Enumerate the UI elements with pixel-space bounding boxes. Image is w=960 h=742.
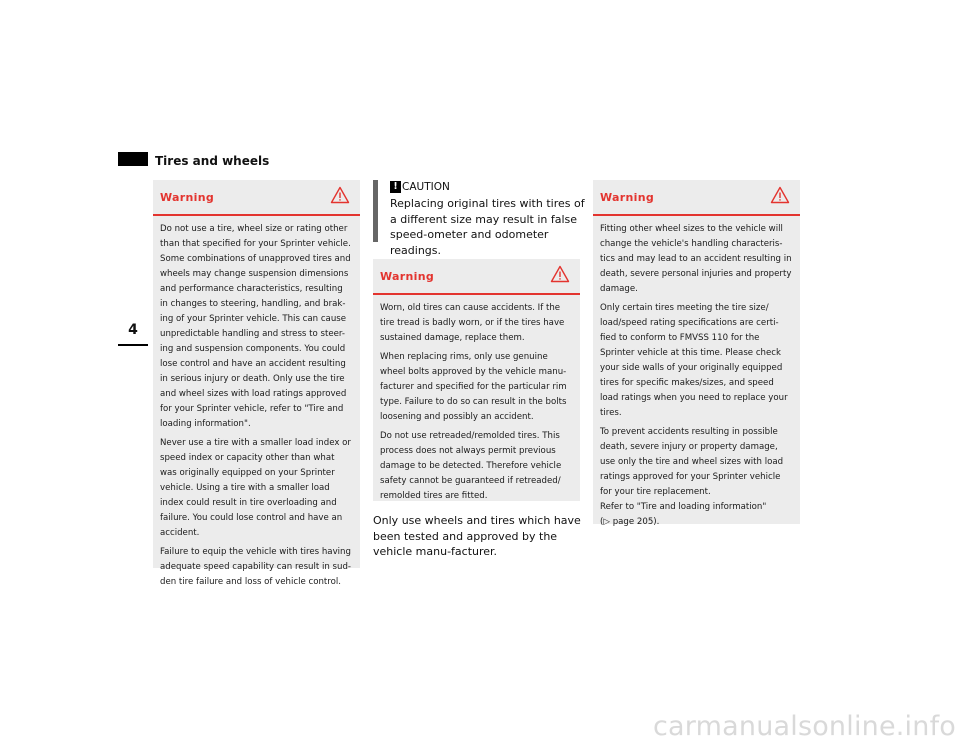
page-title: Tires and wheels bbox=[155, 154, 270, 168]
warning-triangle-icon bbox=[770, 186, 790, 204]
page-reference-link[interactable]: (▷ page 205). bbox=[600, 517, 660, 527]
warning-title: Warning bbox=[600, 191, 654, 204]
warning-triangle-icon bbox=[330, 186, 350, 204]
warning-box-worn-tires bbox=[373, 259, 580, 501]
caution-header bbox=[390, 180, 450, 194]
warning-paragraph: Do not use a tire, wheel size or rating other than that specified for your Sprinter vehicle. Some combinations of unapproved tires and wheels may change suspension dimensions and performance characteristics, resulting in changes to steering, handling, and brak-ing of your Sprinter vehicle. This can cause unpredictable handling and stress to steer-ing and suspension components. You could lose control and have an accident resulting in serious injury or death. Only use the tire and wheel sizes with load ratings approved for your Sprinter vehicle, refer to "Tire and loading information". bbox=[160, 224, 351, 429]
warning-header bbox=[593, 180, 800, 216]
warning-header bbox=[153, 180, 360, 216]
caution-text: Replacing original tires with tires of a different size may result in false speed-ometer and odometer readings. bbox=[390, 197, 585, 257]
body-paragraph: Only use wheels and tires which have been tested and approved by the vehicle manu-facturer. bbox=[373, 514, 581, 558]
caution-label: CAUTION bbox=[402, 181, 450, 193]
chapter-number: 4 bbox=[128, 322, 138, 338]
warning-header bbox=[373, 259, 580, 295]
warning-paragraph: Worn, old tires can cause accidents. If the tire tread is badly worn, or if the tires have sustained damage, replace them. bbox=[380, 303, 565, 343]
warning-box-tire-size bbox=[153, 180, 360, 587]
warning-paragraph: To prevent accidents resulting in possible death, severe injury or property damage, use only the tire and wheel sizes with load ratings approved for your Sprinter vehicle for your tire replacement. bbox=[600, 427, 784, 497]
watermark: carmanualsonline.info bbox=[653, 711, 956, 742]
warning-paragraph: Only certain tires meeting the tire size/ load/speed rating specifications are certi-fied to conform to FMVSS 110 for the Sprinter vehicle at this time. Please check your side walls of your originally equipped tires for specific makes/sizes, and speed load ratings when you need to replace your tires. bbox=[600, 303, 788, 418]
warning-paragraph: When replacing rims, only use genuine wheel bolts approved by the vehicle manu-facturer and specified for the particular rim type. Failure to do so can result in the bolts loosening and possibly an accident. bbox=[380, 352, 567, 422]
warning-box-wheel-sizes bbox=[593, 180, 800, 527]
warning-triangle-icon bbox=[550, 265, 570, 283]
warning-paragraph: Never use a tire with a smaller load index or speed index or capacity other than what was originally equipped on your Sprinter vehicle. Using a tire with a smaller load index could result in tire overloading and failure. You could lose control and have an accident. bbox=[160, 438, 351, 538]
warning-paragraph: Failure to equip the vehicle with tires having adequate speed capability can result in sud-den tire failure and loss of vehicle control. bbox=[160, 547, 352, 587]
chapter-divider bbox=[118, 344, 148, 346]
caution-bar bbox=[373, 180, 378, 242]
caution-exclamation-icon: ! bbox=[390, 181, 401, 193]
header-bar bbox=[118, 152, 148, 166]
warning-title: Warning bbox=[160, 191, 214, 204]
warning-paragraph: Do not use retreaded/remolded tires. This process does not always permit previous damage to be detected. Therefore vehicle safety cannot be guaranteed if retreaded/ remolded tires are fitted. bbox=[380, 431, 562, 501]
warning-title: Warning bbox=[380, 270, 434, 283]
page-reference-text: Refer to "Tire and loading information" bbox=[600, 502, 767, 512]
warning-paragraph: Fitting other wheel sizes to the vehicle will change the vehicle's handling characteris-tics and may lead to an accident resulting in death, severe personal injuries and property damage. bbox=[600, 224, 792, 294]
